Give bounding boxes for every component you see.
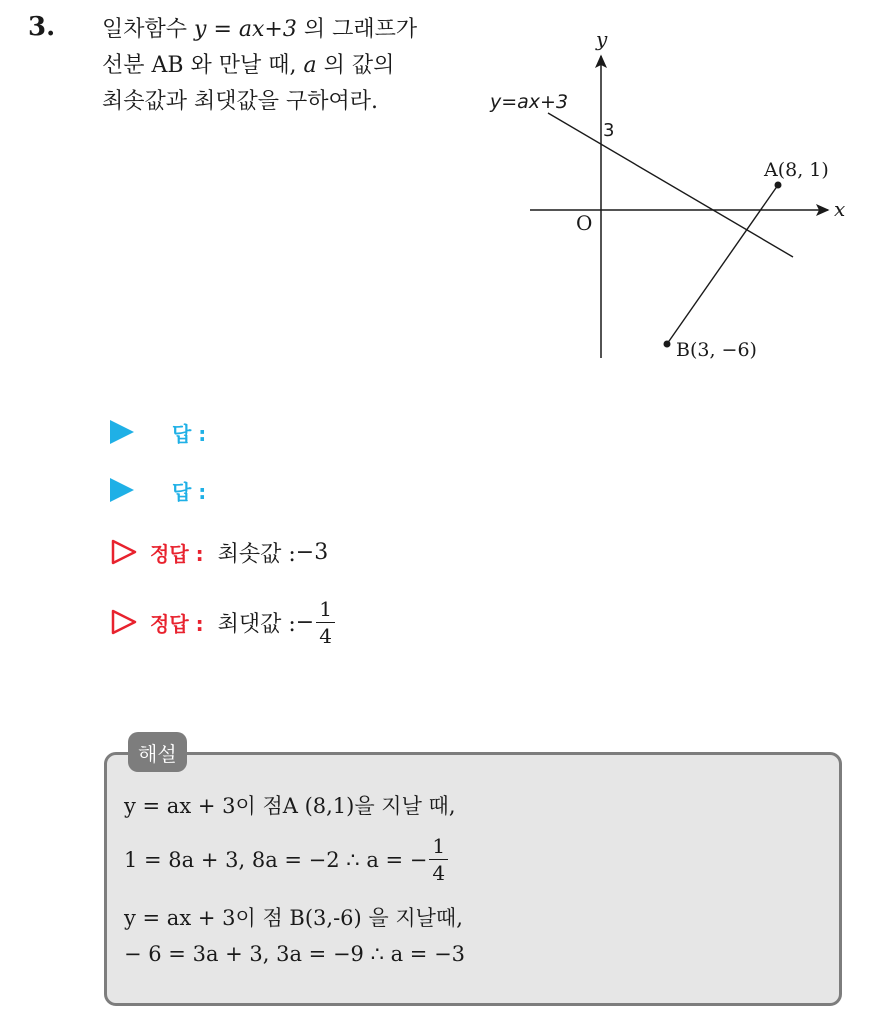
coordinate-graph [480,28,860,373]
max-answer-sign: − [295,609,315,635]
max-answer-label: 최댓값 : [217,611,296,637]
solution-line-2 [124,836,448,883]
outline-triangle-icon [110,609,138,635]
answer-row-2 [110,470,206,510]
max-answer-fraction [316,596,335,648]
answer-label: 답 : [172,479,207,504]
y-axis-label: y [596,28,608,51]
question-line-1-pre: 일차함수 [102,17,195,42]
play-triangle-icon [110,478,134,502]
point-a-label: A(8, 1) [764,159,829,181]
correct-label: 정답 : [150,611,204,636]
fraction-denominator: 4 [319,623,332,648]
play-triangle-icon [110,420,134,444]
solution-line-3: y = ax + 3이 점 B(3,-6) 을 지날때, [124,906,463,930]
segment-ab [667,185,778,344]
fraction-numerator: 1 [429,836,448,860]
solution-line-1: y = ax + 3이 점A (8,1)을 지날 때, [124,794,456,818]
fraction-numerator: 1 [316,599,335,623]
min-answer [218,537,329,568]
solution-line-4: − 6 = 3a + 3, 3a = −9 ∴ a = −3 [124,942,466,966]
point-a [775,182,782,189]
origin-label: O [576,211,593,235]
min-answer-value: −3 [295,539,329,565]
correct-answer-min [110,532,328,572]
question-text [102,12,482,120]
point-b [664,341,671,348]
point-b-label: B(3, −6) [676,339,757,361]
fraction-denominator: 4 [432,861,446,885]
solution-line-2-text: 1 = 8a + 3, 8a = −2 ∴ a = − [124,847,428,872]
question-line-1-post: 의 그래프가 [296,17,418,42]
question-line-2-post: 의 값의 [316,53,395,78]
correct-answer-max [110,590,335,654]
correct-label: 정답 : [150,541,204,566]
question-number: 3. [28,12,56,42]
min-answer-label: 최솟값 : [217,541,296,567]
question-line-2 [102,48,482,84]
max-answer [217,596,335,648]
question-variable: a [303,53,317,78]
answer-label: 답 : [172,421,207,446]
outline-triangle-icon [110,539,138,565]
line-label: y=ax+3 [490,91,569,113]
question-line-3: 최솟값과 최댓값을 구하여라. [102,89,379,114]
answer-row-1 [110,412,206,452]
question-line-2-pre: 선분 AB 와 만날 때, [102,53,304,78]
x-axis-label: x [834,197,846,221]
question-expression: y = ax+3 [194,17,297,42]
solution-fraction [429,836,448,883]
function-line [548,113,793,257]
intercept-label: 3 [603,120,615,141]
question-line-1 [102,12,482,48]
solution-tag: 해설 [128,732,187,772]
